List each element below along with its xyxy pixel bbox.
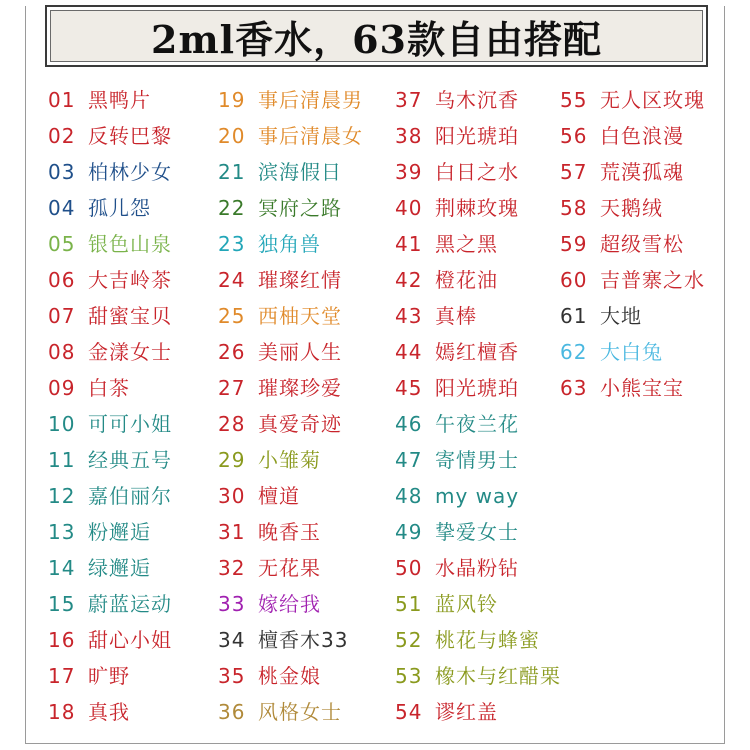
- item-number: 08: [48, 340, 76, 364]
- list-column-1: [48, 82, 172, 730]
- list-item: [218, 442, 363, 478]
- item-number: 10: [48, 412, 76, 436]
- item-name: 超级雪松: [600, 232, 684, 256]
- item-name: 大吉岭茶: [88, 268, 172, 292]
- item-name: 桃花与蜂蜜: [435, 628, 540, 652]
- list-item: [218, 622, 363, 658]
- item-number: 11: [48, 448, 76, 472]
- item-number: 24: [218, 268, 246, 292]
- item-name: 美丽人生: [258, 340, 342, 364]
- list-item: [395, 406, 561, 442]
- list-item: [48, 118, 172, 154]
- item-number: 09: [48, 376, 76, 400]
- list-item: [218, 370, 363, 406]
- item-number: 44: [395, 340, 423, 364]
- item-number: 53: [395, 664, 423, 688]
- item-number: 49: [395, 520, 423, 544]
- item-number: 48: [395, 484, 423, 508]
- list-item: [218, 694, 363, 730]
- list-item: [48, 622, 172, 658]
- item-name: 橙花油: [435, 268, 498, 292]
- list-item: [560, 226, 705, 262]
- list-item: [218, 262, 363, 298]
- item-name: 银色山泉: [88, 232, 172, 256]
- list-item: [218, 586, 363, 622]
- item-name: 金漾女士: [88, 340, 172, 364]
- list-item: [218, 550, 363, 586]
- item-number: 25: [218, 304, 246, 328]
- list-item: [48, 586, 172, 622]
- item-name: 孤儿怨: [88, 196, 151, 220]
- item-number: 35: [218, 664, 246, 688]
- item-name: 事后清晨女: [258, 124, 363, 148]
- list-item: [395, 622, 561, 658]
- item-number: 14: [48, 556, 76, 580]
- list-item: [395, 586, 561, 622]
- item-number: 26: [218, 340, 246, 364]
- item-number: 13: [48, 520, 76, 544]
- item-name: 小雏菊: [258, 448, 321, 472]
- list-item: [395, 514, 561, 550]
- item-number: 15: [48, 592, 76, 616]
- item-number: 58: [560, 196, 588, 220]
- item-name: 事后清晨男: [258, 88, 363, 112]
- list-item: [560, 370, 705, 406]
- item-name: 水晶粉钻: [435, 556, 519, 580]
- list-item: [218, 298, 363, 334]
- list-item: [48, 226, 172, 262]
- item-number: 27: [218, 376, 246, 400]
- item-name: 吉普寨之水: [600, 268, 705, 292]
- item-name: 嘉伯丽尔: [88, 484, 172, 508]
- item-number: 01: [48, 88, 76, 112]
- item-name: 独角兽: [258, 232, 321, 256]
- list-item: [48, 82, 172, 118]
- list-item: [48, 262, 172, 298]
- item-name: 大白兔: [600, 340, 663, 364]
- item-name: 甜蜜宝贝: [88, 304, 172, 328]
- list-item: [218, 190, 363, 226]
- item-name: 谬红盖: [435, 700, 498, 724]
- item-number: 60: [560, 268, 588, 292]
- list-column-4: [560, 82, 705, 406]
- item-name: 白色浪漫: [600, 124, 684, 148]
- list-item: [395, 298, 561, 334]
- item-number: 28: [218, 412, 246, 436]
- item-name: 璀璨珍爱: [258, 376, 342, 400]
- item-number: 39: [395, 160, 423, 184]
- item-name: 寄情男士: [435, 448, 519, 472]
- list-item: [48, 478, 172, 514]
- item-name: 经典五号: [88, 448, 172, 472]
- item-name: 黑鸭片: [88, 88, 151, 112]
- list-item: [395, 442, 561, 478]
- item-number: 02: [48, 124, 76, 148]
- item-name: 白茶: [88, 376, 130, 400]
- list-item: [395, 262, 561, 298]
- item-number: 05: [48, 232, 76, 256]
- list-item: [560, 118, 705, 154]
- item-name: 无人区玫瑰: [600, 88, 705, 112]
- item-name: 粉邂逅: [88, 520, 151, 544]
- item-number: 23: [218, 232, 246, 256]
- item-number: 56: [560, 124, 588, 148]
- item-number: 34: [218, 628, 246, 652]
- item-name: 阳光琥珀: [435, 124, 519, 148]
- item-number: 57: [560, 160, 588, 184]
- list-item: [395, 82, 561, 118]
- item-name: my way: [435, 484, 520, 508]
- list-item: [218, 226, 363, 262]
- list-item: [48, 514, 172, 550]
- list-item: [560, 334, 705, 370]
- list-column-3: [395, 82, 561, 730]
- list-item: [48, 334, 172, 370]
- item-name: 绿邂逅: [88, 556, 151, 580]
- item-number: 40: [395, 196, 423, 220]
- item-name: 嫁给我: [258, 592, 321, 616]
- item-number: 19: [218, 88, 246, 112]
- item-number: 12: [48, 484, 76, 508]
- item-number: 07: [48, 304, 76, 328]
- item-name: 反转巴黎: [88, 124, 172, 148]
- item-number: 55: [560, 88, 588, 112]
- item-name: 滨海假日: [258, 160, 342, 184]
- list-item: [395, 478, 561, 514]
- item-name: 乌木沉香: [435, 88, 519, 112]
- item-name: 璀璨红情: [258, 268, 342, 292]
- item-number: 36: [218, 700, 246, 724]
- item-name: 无花果: [258, 556, 321, 580]
- list-item: [48, 298, 172, 334]
- item-number: 50: [395, 556, 423, 580]
- list-column-2: [218, 82, 363, 730]
- item-name: 荒漠孤魂: [600, 160, 684, 184]
- list-item: [218, 82, 363, 118]
- list-item: [395, 658, 561, 694]
- item-name: 风格女士: [258, 700, 342, 724]
- item-number: 30: [218, 484, 246, 508]
- item-name: 蔚蓝运动: [88, 592, 172, 616]
- item-name: 嫣红檀香: [435, 340, 519, 364]
- list-item: [218, 118, 363, 154]
- list-item: [48, 694, 172, 730]
- page-title: 2ml香水，63款自由搭配: [151, 16, 602, 62]
- item-number: 21: [218, 160, 246, 184]
- item-number: 03: [48, 160, 76, 184]
- item-name: 西柚天堂: [258, 304, 342, 328]
- item-name: 天鹅绒: [600, 196, 663, 220]
- list-item: [395, 118, 561, 154]
- item-name: 冥府之路: [258, 196, 342, 220]
- item-number: 45: [395, 376, 423, 400]
- list-item: [48, 550, 172, 586]
- item-name: 蓝风铃: [435, 592, 498, 616]
- list-item: [395, 694, 561, 730]
- list-item: [48, 442, 172, 478]
- list-item: [395, 370, 561, 406]
- item-number: 61: [560, 304, 588, 328]
- list-item: [395, 550, 561, 586]
- list-item: [48, 154, 172, 190]
- list-item: [218, 514, 363, 550]
- list-item: [395, 154, 561, 190]
- item-name: 黑之黑: [435, 232, 498, 256]
- item-name: 可可小姐: [88, 412, 172, 436]
- item-name: 晚香玉: [258, 520, 321, 544]
- item-number: 52: [395, 628, 423, 652]
- item-name: 白日之水: [435, 160, 519, 184]
- item-name: 午夜兰花: [435, 412, 519, 436]
- item-number: 33: [218, 592, 246, 616]
- item-number: 32: [218, 556, 246, 580]
- item-number: 46: [395, 412, 423, 436]
- list-item: [395, 226, 561, 262]
- item-number: 54: [395, 700, 423, 724]
- item-number: 63: [560, 376, 588, 400]
- item-name: 大地: [600, 304, 642, 328]
- item-name: 荆棘玫瑰: [435, 196, 519, 220]
- item-name: 真我: [88, 700, 130, 724]
- item-name: 桃金娘: [258, 664, 321, 688]
- list-item: [218, 154, 363, 190]
- item-number: 43: [395, 304, 423, 328]
- item-number: 17: [48, 664, 76, 688]
- item-name: 旷野: [88, 664, 130, 688]
- item-name: 真爱奇迹: [258, 412, 342, 436]
- item-name: 橡木与红醋栗: [435, 664, 561, 688]
- list-item: [218, 478, 363, 514]
- item-number: 16: [48, 628, 76, 652]
- list-item: [560, 154, 705, 190]
- item-number: 47: [395, 448, 423, 472]
- list-item: [395, 190, 561, 226]
- item-number: 29: [218, 448, 246, 472]
- list-item: [560, 298, 705, 334]
- list-item: [48, 658, 172, 694]
- item-number: 18: [48, 700, 76, 724]
- item-number: 37: [395, 88, 423, 112]
- item-name: 挚爱女士: [435, 520, 519, 544]
- item-number: 06: [48, 268, 76, 292]
- list-item: [218, 406, 363, 442]
- item-number: 51: [395, 592, 423, 616]
- item-name: 柏林少女: [88, 160, 172, 184]
- item-number: 22: [218, 196, 246, 220]
- item-number: 41: [395, 232, 423, 256]
- list-item: [218, 334, 363, 370]
- item-name: 甜心小姐: [88, 628, 172, 652]
- item-number: 59: [560, 232, 588, 256]
- list-item: [48, 406, 172, 442]
- item-name: 阳光琥珀: [435, 376, 519, 400]
- list-item: [560, 82, 705, 118]
- item-name: 真棒: [435, 304, 477, 328]
- item-name: 小熊宝宝: [600, 376, 684, 400]
- item-number: 62: [560, 340, 588, 364]
- item-name: 檀香木33: [258, 628, 349, 652]
- list-item: [560, 190, 705, 226]
- item-number: 42: [395, 268, 423, 292]
- item-number: 31: [218, 520, 246, 544]
- list-item: [218, 658, 363, 694]
- item-number: 38: [395, 124, 423, 148]
- list-item: [48, 190, 172, 226]
- item-name: 檀道: [258, 484, 300, 508]
- list-item: [48, 370, 172, 406]
- list-item: [395, 334, 561, 370]
- item-number: 20: [218, 124, 246, 148]
- item-number: 04: [48, 196, 76, 220]
- list-item: [560, 262, 705, 298]
